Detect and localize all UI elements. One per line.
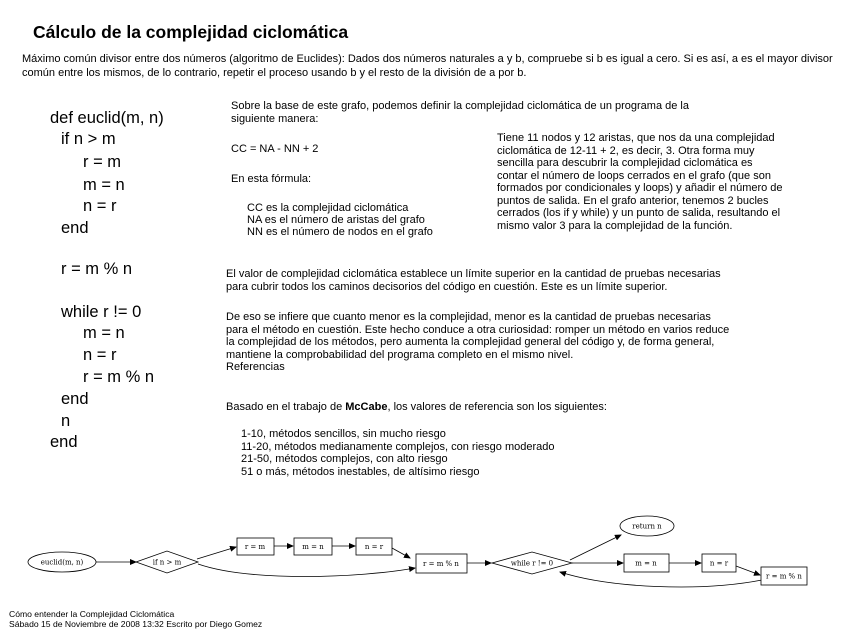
intro-paragraph: Máximo común divisor entre dos números (algoritmo de Euclides): Dados dos números naturales a y b, compruebe si b es igual a cero. Si es así, a es el mayor divisor común entre los mismos, de lo contrario, repetir el proceso usando b y el resto de la división de a por b. <box>22 53 833 79</box>
limit-paragraph <box>226 268 721 293</box>
text-line: ciclomática de 12-11 + 2, es decir, 3. Otra forma muy <box>497 144 755 157</box>
explanation-paragraph <box>497 132 783 232</box>
node-label: n = r <box>709 559 729 568</box>
footer-title: Cómo entender la Complejidad Ciclomática <box>9 609 175 619</box>
list-item: 1-10, métodos sencillos, sin mucho riesgo <box>241 428 446 440</box>
start-label: euclid(m, n) <box>40 558 84 567</box>
text-line: sencilla para descubrir la complejidad ciclomática es <box>497 157 753 169</box>
text-line: cerrados (los if y while) y un punto de salida, resultando el <box>497 207 781 219</box>
code-line: end <box>61 390 89 408</box>
text-line: contar el número de loops cerrados en el grafo (que son <box>497 169 771 182</box>
node-label: n = r <box>364 543 384 551</box>
if-label: if n > m <box>152 558 182 567</box>
return-label: return n <box>632 522 662 531</box>
text-line: puntos de salida. En el grafo anterior, tenemos 2 bucles <box>497 194 769 207</box>
list-item: 51 o más, métodos inestables, de altísimo riesgo <box>241 465 480 478</box>
text-line: mantiene la comprobabilidad del programa completo en el mismo nivel. <box>226 348 574 361</box>
text-line: formados por condicionales y loops) y añadir el número de <box>497 182 783 194</box>
definition-line: Sobre la base de este grafo, podemos definir la complejidad ciclomática de un programa de la <box>231 100 689 112</box>
reference-intro-post: , los valores de referencia son los siguientes: <box>387 401 607 413</box>
node-label: m = n <box>302 543 324 551</box>
reference-ranges <box>241 428 554 478</box>
edge <box>560 572 762 587</box>
reference-intro <box>226 401 607 414</box>
code-line: if n > m <box>61 130 116 148</box>
referencias-heading: Referencias <box>226 361 285 373</box>
code-line: m = n <box>83 176 125 194</box>
edge <box>392 548 410 558</box>
text-line: Tiene 11 nodos y 12 aristas, que nos da una complejidad <box>497 132 775 144</box>
code-line: end <box>50 433 78 451</box>
page-title: Cálculo de la complejidad ciclomática <box>33 22 349 42</box>
formula-intro: En esta fórmula: <box>231 173 312 185</box>
node-label: r = m <box>244 543 266 551</box>
control-flow-graph <box>0 500 848 600</box>
formula-term-cc: CC es la complejidad ciclomática <box>247 202 409 214</box>
text-line: para cubrir todos los caminos decisorios del código en cuestión. Este es un límite superior. <box>226 280 668 293</box>
footer-byline: Sábado 15 de Noviembre de 2008 13:32 Escrito por Diego Gomez <box>9 619 263 629</box>
code-line: r = m <box>83 153 122 171</box>
code-line: n = r <box>83 197 117 215</box>
node-label: r = m % n <box>423 560 459 568</box>
text-line: la complejidad de los métodos, pero aumenta la complejidad general del código y, de forma general, <box>226 336 715 348</box>
code-line: n = r <box>83 346 117 364</box>
code-line: while r != 0 <box>61 303 142 321</box>
edge <box>197 547 236 559</box>
node-label: m = n <box>635 559 657 568</box>
list-item: 21-50, métodos complejos, con alto riesgo <box>241 453 448 465</box>
while-label: while r != 0 <box>510 559 554 568</box>
code-line: n <box>61 412 71 430</box>
list-item: 11-20, métodos medianamente complejos, con riesgo moderado <box>241 440 555 453</box>
definition-line: siguiente manera: <box>231 113 319 125</box>
edge <box>570 535 621 560</box>
text-line: De eso se infiere que cuanto menor es la complejidad, menor es la cantidad de pruebas necesarias <box>226 311 711 323</box>
formula-term-na: NA es el número de aristas del grafo <box>247 214 425 226</box>
text-line: El valor de complejidad ciclomática establece un límite superior en la cantidad de pruebas necesarias <box>226 268 721 280</box>
edge <box>736 566 760 575</box>
formula-term-nn: NN es el número de nodos en el grafo <box>247 226 433 238</box>
code-line: end <box>61 219 89 237</box>
code-line: m = n <box>83 324 125 342</box>
code-line: r = m % n <box>83 368 155 386</box>
reference-intro-pre: Basado en el trabajo de <box>226 401 346 413</box>
code-line: def euclid(m, n) <box>50 109 164 127</box>
text-line: para el método en cuestión. Este hecho conduce a otra curiosidad: romper un método en varios reduce <box>226 323 730 336</box>
text-line: mismo valor 3 para la complejidad de la función. <box>497 219 733 232</box>
mccabe-name: McCabe <box>345 401 388 413</box>
code-line: r = m % n <box>61 260 133 278</box>
node-label: r = m % n <box>766 572 802 581</box>
inference-paragraph <box>226 311 729 374</box>
edge <box>198 564 415 577</box>
formula: CC = NA - NN + 2 <box>231 143 319 155</box>
